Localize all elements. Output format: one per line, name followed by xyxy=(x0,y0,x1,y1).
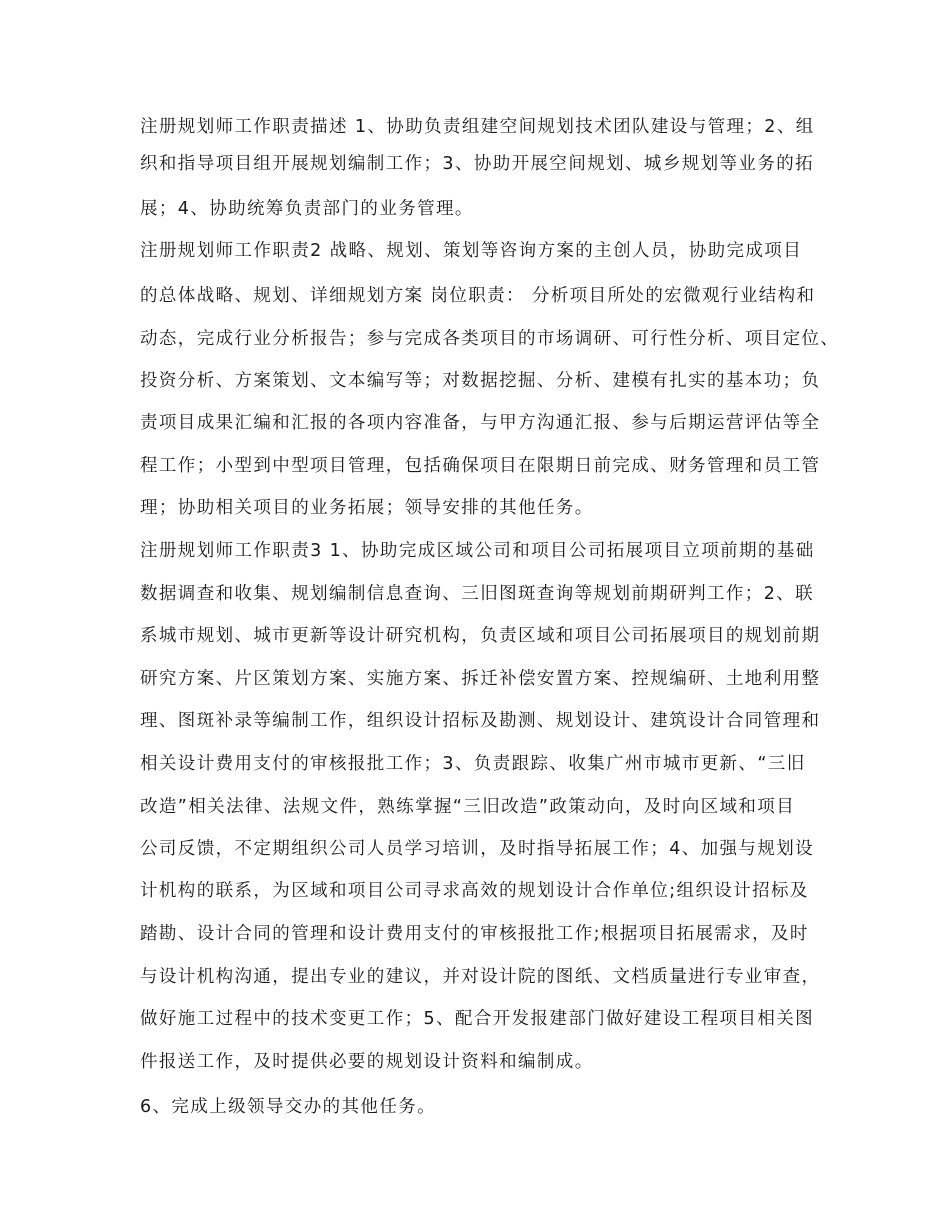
text-line: 系城市规划、城市更新等设计研究机构，负责区域和项目公司拓展项目的规划前期 xyxy=(140,626,821,646)
text-line: 研究方案、片区策划方案、实施方案、拆迁补偿安置方案、控规编研、土地利用整 xyxy=(140,669,821,689)
text-line: 与设计机构沟通，提出专业的建议，并对设计院的图纸、文档质量进行专业审查， xyxy=(140,967,821,987)
text-line: 程工作；小型到中型项目管理，包括确保项目在限期日前完成、财务管理和员工管 xyxy=(140,456,821,476)
text-line: 相关设计费用支付的审核报批工作；3、负责跟踪、收集广州市城市更新、“三旧 xyxy=(140,754,806,774)
text-line: 织和指导项目组开展规划编制工作；3、协助开展空间规划、城乡规划等业务的拓 xyxy=(140,154,815,174)
text-line: 数据调查和收集、规划编制信息查询、三旧图斑查询等规划前期研判工作；2、联 xyxy=(140,584,815,604)
text-line: 注册规划师工作职责2 战略、规划、策划等咨询方案的主创人员，协助完成项目 xyxy=(140,241,803,261)
text-line: 公司反馈，不定期组织公司人员学习培训，及时指导拓展工作；4、加强与规划设 xyxy=(140,839,815,859)
text-line: 踏勘、设计合同的管理和设计费用支付的审核报批工作;根据项目拓展需求，及时 xyxy=(140,924,809,944)
text-line: 展；4、协助统筹负责部门的业务管理。 xyxy=(140,199,474,219)
text-line: 注册规划师工作职责3 1、协助完成区域公司和项目公司拓展项目立项前期的基础 xyxy=(140,541,815,561)
text-line: 动态，完成行业分析报告；参与完成各类项目的市场调研、可行性分析、项目定位、 xyxy=(140,329,840,349)
text-line: 理、图斑补录等编制工作，组织设计招标及勘测、规划设计、建筑设计合同管理和 xyxy=(140,711,821,731)
text-line: 理；协助相关项目的业务拓展；领导安排的其他任务。 xyxy=(140,498,594,518)
text-line: 计机构的联系，为区域和项目公司寻求高效的规划设计合作单位;组织设计招标及 xyxy=(140,881,809,901)
text-line: 责项目成果汇编和汇报的各项内容准备，与甲方沟通汇报、参与后期运营评估等全 xyxy=(140,413,821,433)
text-line: 注册规划师工作职责描述 1、协助负责组建空间规划技术团队建设与管理；2、组 xyxy=(140,117,815,137)
text-line: 改造”相关法律、法规文件，熟练掌握“三旧改造”政策动向，及时向区域和项目 xyxy=(140,797,796,817)
text-line: 件报送工作，及时提供必要的规划设计资料和编制成。 xyxy=(140,1052,594,1072)
text-line: 6、完成上级领导交办的其他任务。 xyxy=(140,1097,437,1117)
text-line: 做好施工过程中的技术变更工作；5、配合开发报建部门做好建设工程项目相关图 xyxy=(140,1009,815,1029)
text-line: 投资分析、方案策划、文本编写等；对数据挖掘、分析、建模有扎实的基本功；负 xyxy=(140,371,821,391)
text-line: 的总体战略、规划、详细规划方案 岗位职责： 分析项目所处的宏微观行业结构和 xyxy=(140,286,816,306)
